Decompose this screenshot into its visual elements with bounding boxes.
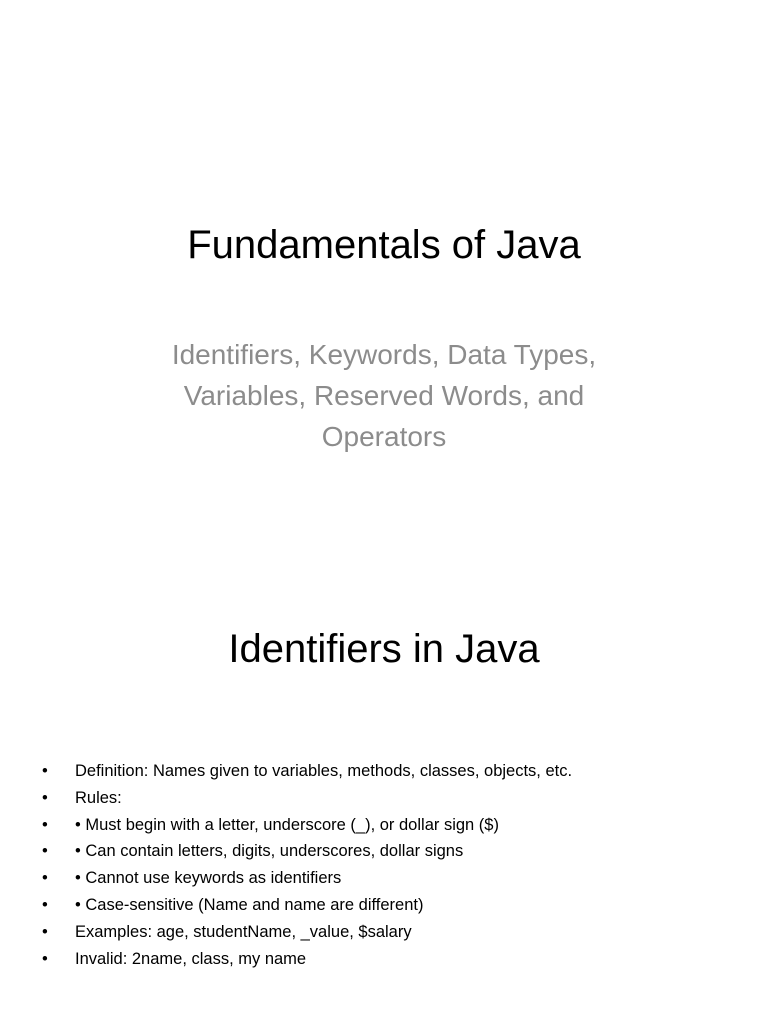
bullet-text: • Cannot use keywords as identifiers [75, 869, 342, 888]
bullet-icon: • [42, 869, 48, 888]
bullet-icon: • [42, 762, 48, 780]
subtitle-line: Operators [321, 421, 447, 452]
bullet-list [42, 758, 742, 972]
bullet-icon: • [42, 842, 48, 861]
list-item [42, 919, 742, 946]
bullet-text: • Case-sensitive (Name and name are different) [75, 895, 424, 914]
presentation-title: Fundamentals of Java [187, 223, 581, 267]
bullet-text: Definition: Names given to variables, methods, classes, objects, etc. [75, 762, 573, 780]
bullet-icon: • [42, 788, 48, 807]
bullet-icon: • [42, 949, 48, 968]
presentation-subtitle [124, 334, 644, 457]
bullet-icon: • [42, 815, 48, 834]
list-item [42, 758, 742, 785]
content-slide [0, 576, 768, 1024]
list-item [42, 812, 742, 839]
list-item [42, 838, 742, 865]
bullet-text: Rules: [75, 788, 122, 807]
list-item [42, 892, 742, 919]
bullet-icon: • [42, 895, 48, 914]
list-item [42, 946, 742, 973]
bullet-text: • Must begin with a letter, underscore (_), or dollar sign ($) [75, 815, 499, 834]
slide-title: Identifiers in Java [228, 627, 540, 671]
list-item [42, 785, 742, 812]
list-item [42, 865, 742, 892]
bullet-icon: • [42, 922, 48, 941]
bullet-text: Examples: age, studentName, _value, $salary [75, 922, 412, 941]
subtitle-line: Identifiers, Keywords, Data Types, [171, 339, 597, 370]
subtitle-line: Variables, Reserved Words, and [183, 380, 585, 411]
bullet-text: Invalid: 2name, class, my name [75, 949, 307, 968]
bullet-text: • Can contain letters, digits, underscores, dollar signs [75, 842, 464, 861]
